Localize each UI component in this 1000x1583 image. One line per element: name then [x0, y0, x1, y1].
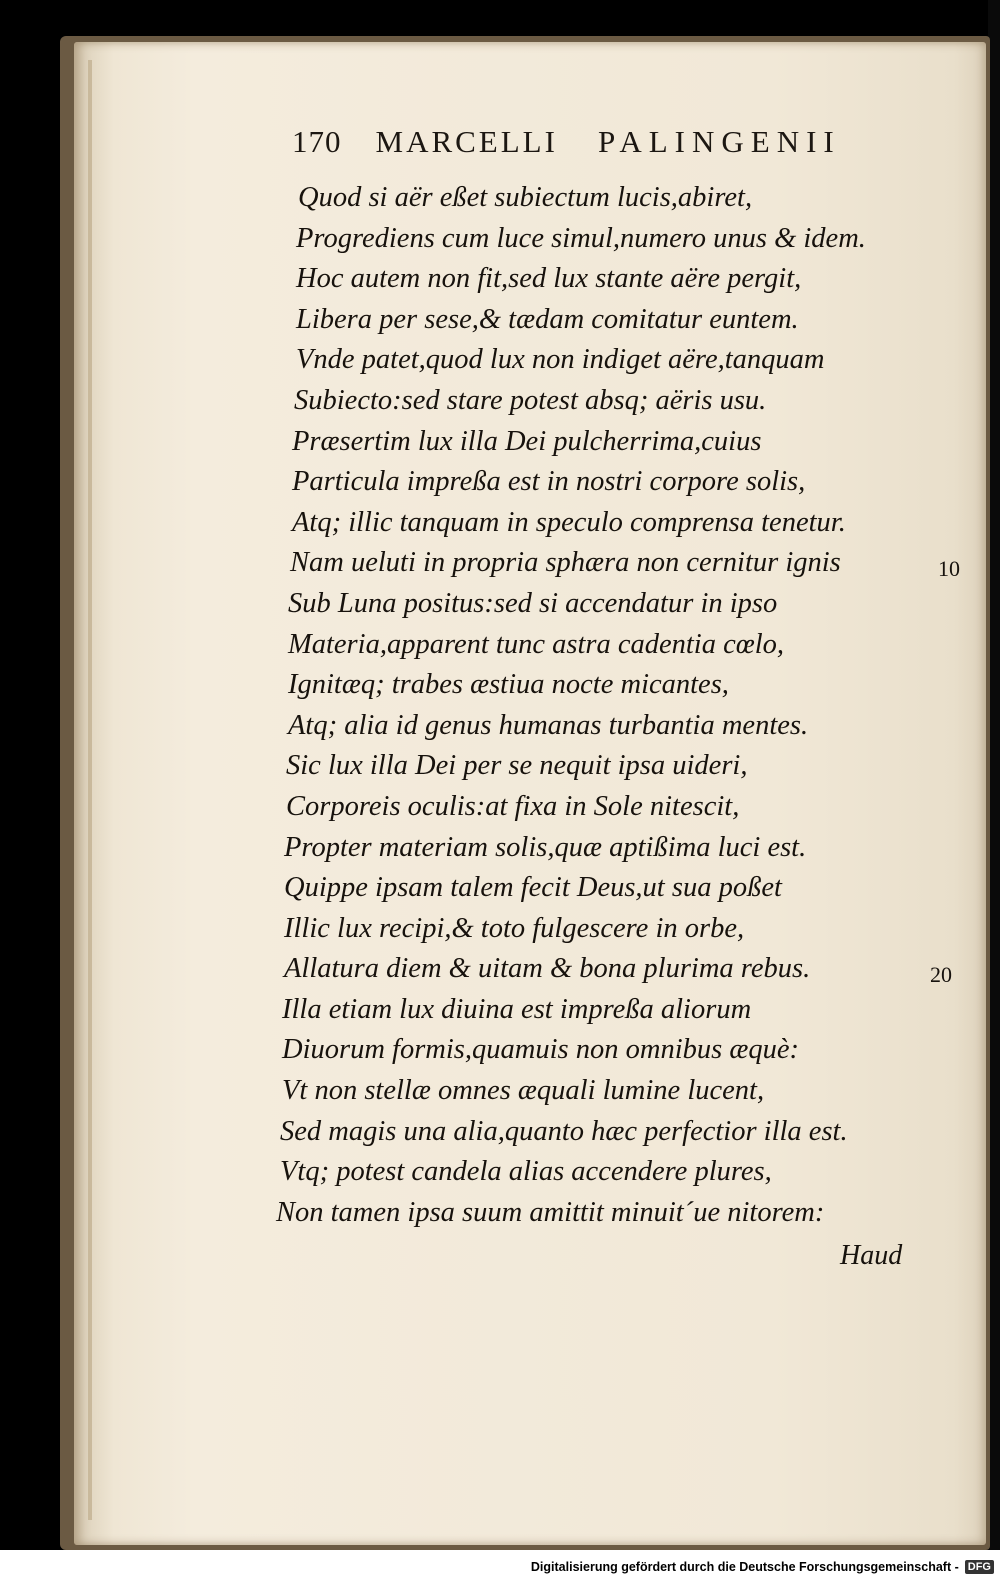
page-gutter — [88, 60, 92, 1520]
verse-line: Subiecto:sed stare potest absq; aëris usu. — [294, 384, 767, 416]
verse-line: Quippe ipsam talem fecit Deus,ut sua poßet — [284, 872, 782, 904]
verse-line: Corporeis oculis:at fixa in Sole nitescit, — [286, 790, 740, 822]
catchword: Haud — [840, 1240, 903, 1271]
verse-line: Non tamen ipsa suum amittit minuit´ue nitorem: — [276, 1196, 825, 1228]
line-number: 10 — [938, 556, 960, 581]
footer-bar — [0, 1550, 1000, 1583]
verse-line: Particula impreßa est in nostri corpore solis, — [292, 466, 806, 498]
header-work: PALINGENII — [597, 124, 841, 159]
verse-line: Progrediens cum luce simul,numero unus & idem. — [296, 222, 866, 254]
footer-credit: Digitalisierung gefördert durch die Deutsche Forschungsgemeinschaft - — [530, 1559, 959, 1574]
dfg-logo: DFG — [965, 1560, 994, 1574]
verse-line: Sic lux illa Dei per se nequit ipsa uideri, — [286, 750, 748, 782]
verse-line: Præsertim lux illa Dei pulcherrima,cuius — [292, 425, 762, 457]
verse-line: Sub Luna positus:sed si accendatur in ipso — [288, 587, 778, 619]
verse-line: Ignitæq; trabes æstiua nocte micantes, — [288, 669, 729, 701]
verse-line: Libera per sese,& tædam comitatur euntem. — [296, 303, 799, 335]
verse-line: Quod si aër eßet subiectum lucis,abiret, — [298, 182, 753, 213]
verse-line: Propter materiam solis,quæ aptißima luci est. — [284, 831, 807, 863]
verse-line: Vnde patet,quod lux non indiget aëre,tanquam — [296, 344, 825, 376]
verse-line: Illa etiam lux diuina est impreßa aliorum — [282, 993, 752, 1025]
running-header — [292, 124, 932, 172]
line-number: 20 — [930, 962, 952, 987]
verse-line: Materia,apparent tunc astra cadentia cœlo, — [288, 628, 785, 660]
verse-text — [272, 178, 912, 1233]
verse-line: Sed magis una alia,quanto hæc perfectior illa est. — [280, 1115, 848, 1147]
verse-line: Allatura diem & uitam & bona plurima rebus. — [284, 953, 811, 985]
verse-line: Illic lux recipi,& toto fulgescere in orbe, — [284, 912, 745, 944]
verse-line: Hoc autem non fit,sed lux stante aëre pergit, — [296, 263, 802, 295]
verse-line: Vt non stellæ omnes æquali lumine lucent, — [282, 1075, 765, 1107]
page-number: 170 — [292, 124, 342, 159]
verse-line: Nam ueluti in propria sphæra non cernitur ignis — [290, 547, 841, 579]
verse-line: Vtq; potest candela alias accendere plures, — [280, 1156, 772, 1188]
verse-line: Atq; illic tanquam in speculo comprensa tenetur. — [292, 506, 846, 538]
header-author: MARCELLI — [375, 124, 558, 159]
verse-line: Diuorum formis,quamuis non omnibus æquè: — [282, 1034, 799, 1066]
verse-line: Atq; alia id genus humanas turbantia mentes. — [288, 709, 809, 741]
